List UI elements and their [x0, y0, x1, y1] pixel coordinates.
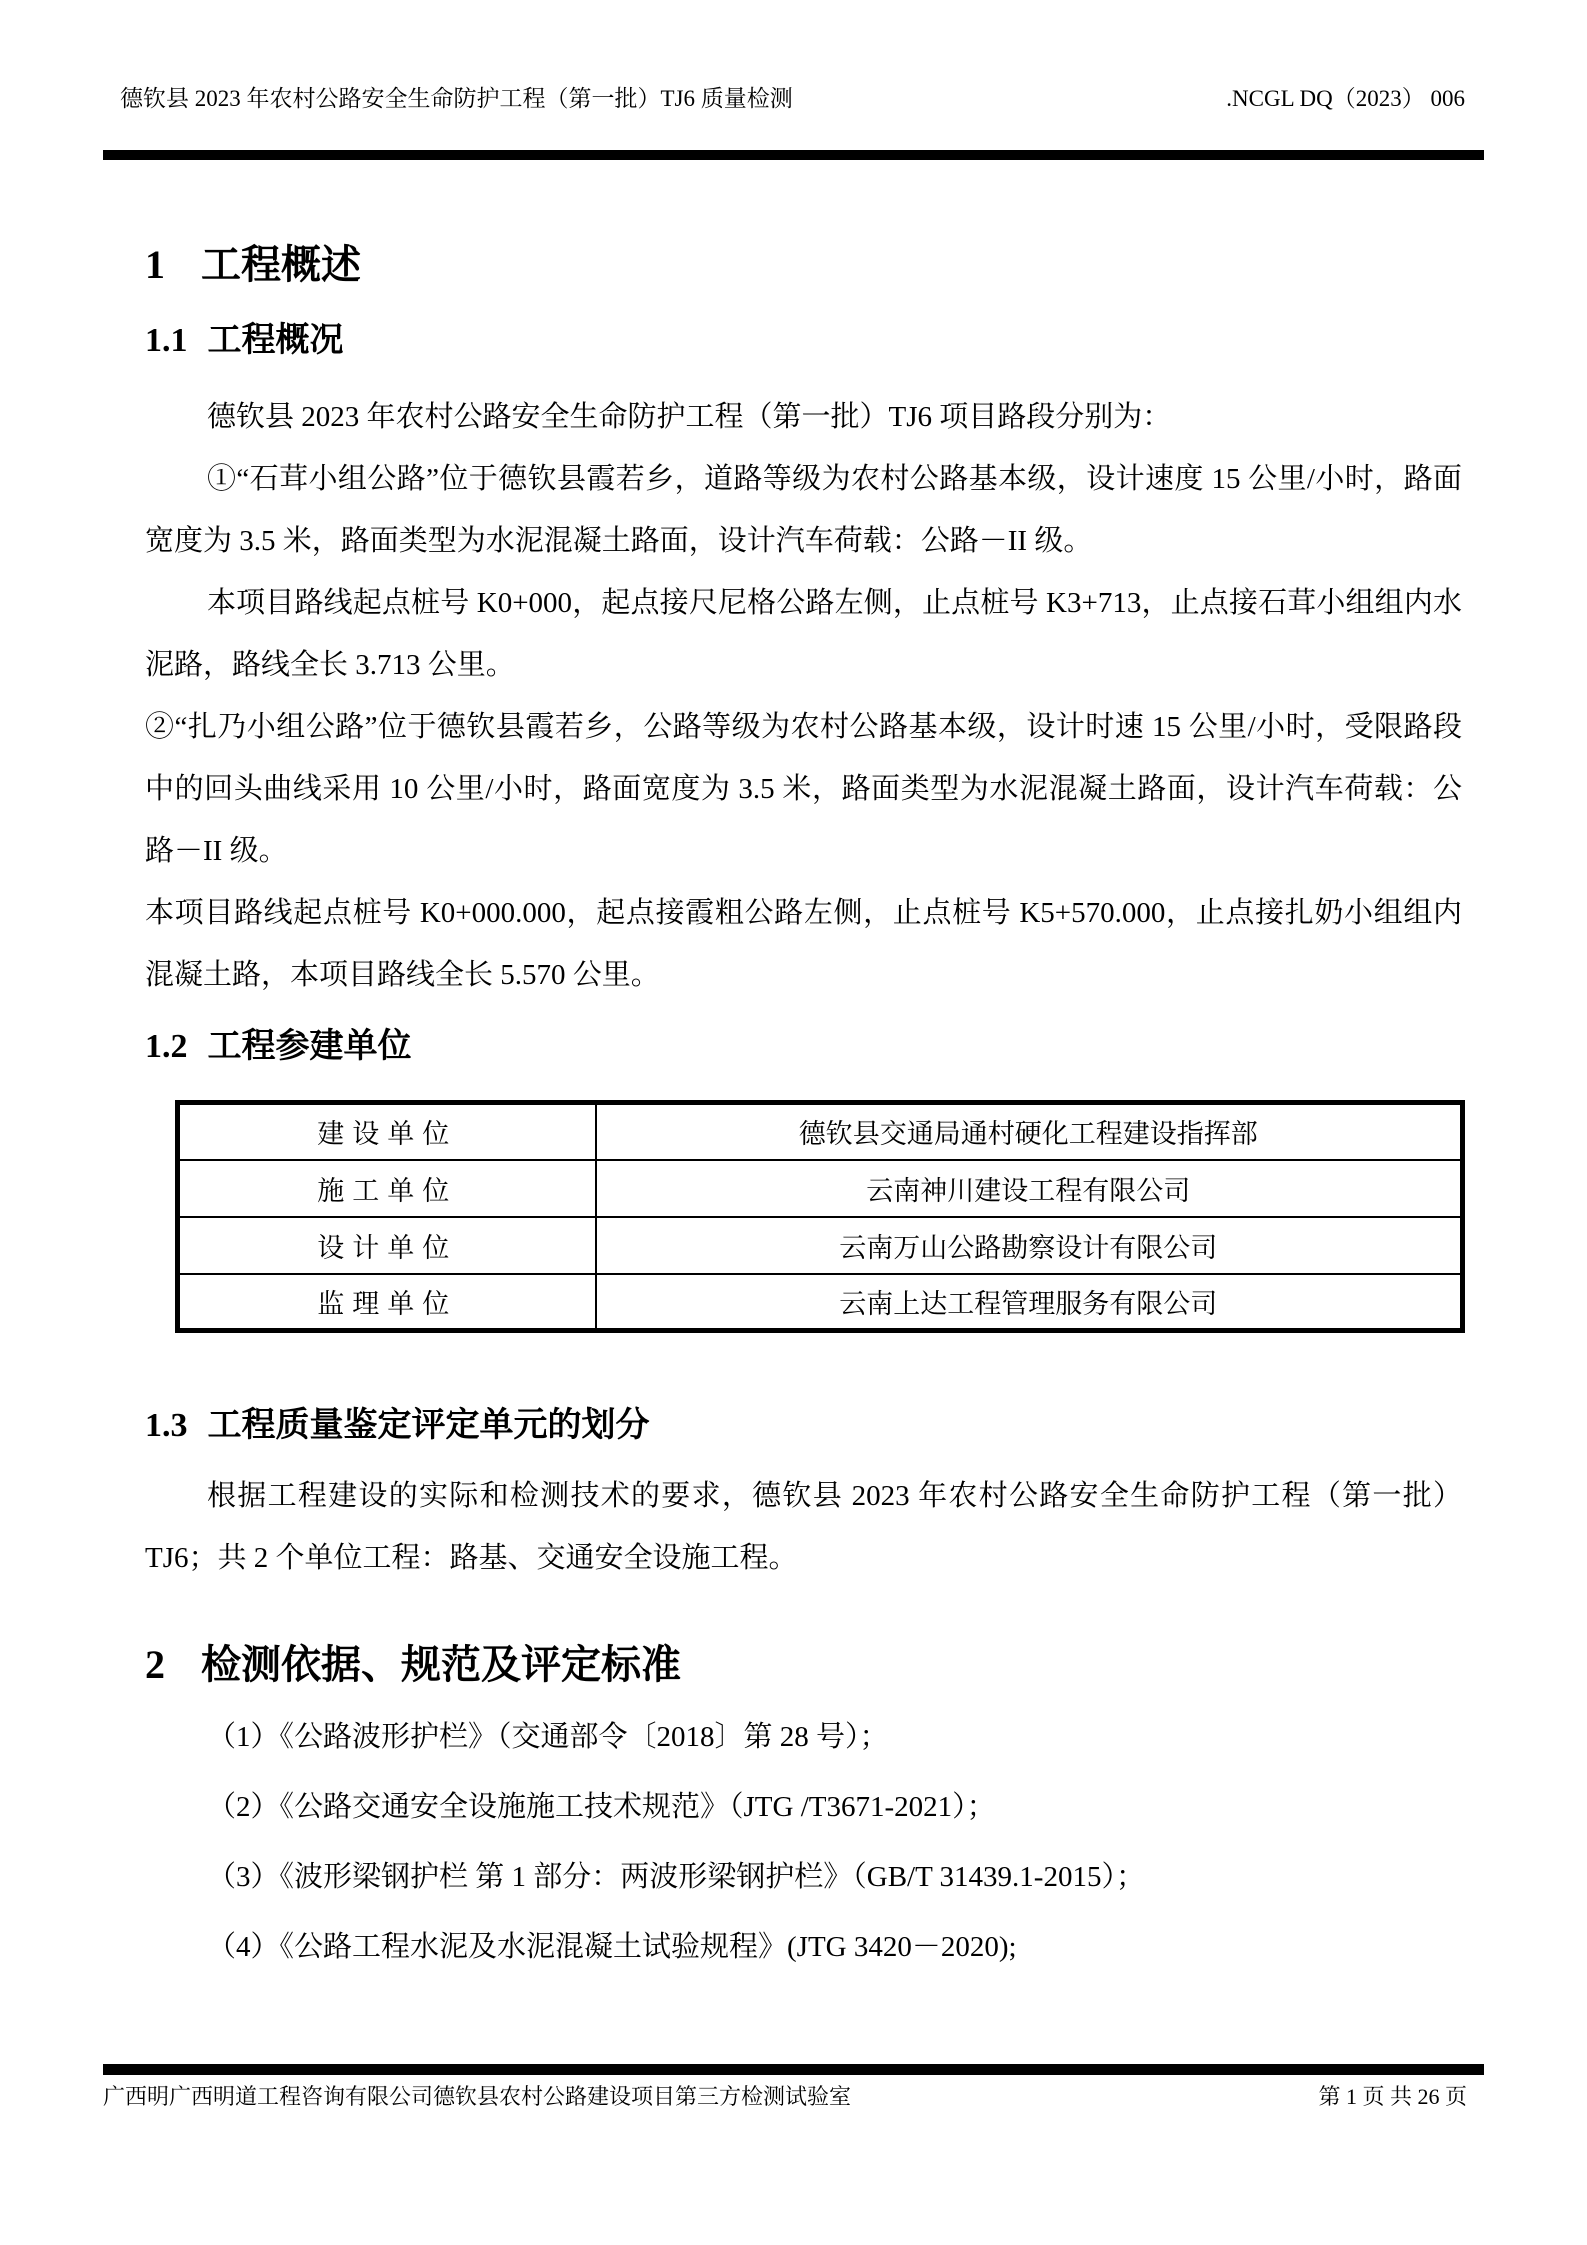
table-row	[178, 1103, 1463, 1160]
heading-1-3-title: 工程质量鉴定评定单元的划分	[207, 1407, 650, 1444]
heading-1-1-title: 工程概况	[207, 322, 344, 359]
heading-1-2-number: 1.2	[145, 1028, 188, 1065]
list-item: （4）《公路工程水泥及水泥混凝土试验规程》(JTG 3420－2020);	[207, 1931, 1017, 1963]
footer-organization: 广西明广西明道工程咨询有限公司德钦县农村公路建设项目第三方检测试验室	[103, 2084, 852, 2109]
header-doc-number: .NCGL DQ（2023） 006	[1226, 86, 1465, 111]
division-section	[145, 1465, 1462, 1589]
heading-1-1	[145, 318, 1462, 364]
heading-2-number: 2	[145, 1642, 165, 1687]
table-cell-value: 云南神川建设工程有限公司	[596, 1160, 1463, 1217]
participants-table	[175, 1100, 1465, 1333]
page-footer	[103, 2082, 1467, 2112]
paragraph: ②“扎乃小组公路”位于德钦县霞若乡，公路等级为农村公路基本级，设计时速 15 公里/小时，受限路段中的回头曲线采用 10 公里/小时，路面宽度为 3.5 米，路面类型为水泥混凝土路面，设计汽车荷载：公路－II 级。	[145, 711, 1462, 867]
paragraph: 本项目路线起点桩号 K0+000，起点接尺尼格公路左侧，止点桩号 K3+713，止点接石茸小组组内水泥路，路线全长 3.713 公里。	[145, 587, 1462, 681]
heading-1-number: 1	[145, 242, 165, 287]
header-title: 德钦县 2023 年农村公路安全生命防护工程（第一批）TJ6 质量检测	[120, 86, 793, 111]
list-item: （1）《公路波形护栏》（交通部令〔2018〕第 28 号）；	[207, 1721, 889, 1753]
list-item: （2）《公路交通安全设施施工技术规范》（JTG /T3671-2021）；	[207, 1791, 996, 1823]
heading-1-3	[145, 1403, 1462, 1449]
heading-1-1-number: 1.1	[145, 322, 188, 359]
header-rule	[103, 150, 1484, 160]
paragraph: 本项目路线起点桩号 K0+000.000，起点接霞粗公路左侧，止点桩号 K5+570.000，止点接扎奶小组组内混凝土路，本项目路线全长 5.570 公里。	[145, 897, 1462, 991]
heading-2-title: 检测依据、规范及评定标准	[201, 1642, 681, 1687]
paragraph: 德钦县 2023 年农村公路安全生命防护工程（第一批）TJ6 项目路段分别为：	[207, 401, 1172, 433]
heading-1-3-number: 1.3	[145, 1407, 188, 1444]
heading-1-title: 工程概述	[201, 242, 361, 287]
table-row	[178, 1274, 1463, 1331]
paragraph: 根据工程建设的实际和检测技术的要求，德钦县 2023 年农村公路安全生命防护工程（第一批）TJ6；共 2 个单位工程：路基、交通安全设施工程。	[145, 1480, 1462, 1574]
document-body	[145, 163, 1462, 1982]
heading-2	[145, 1639, 1462, 1691]
table-cell-label: 建设单位	[178, 1103, 596, 1160]
table-cell-label: 施工单位	[178, 1160, 596, 1217]
page-header	[120, 84, 1465, 114]
footer-page-number: 第 1 页 共 26 页	[1318, 2084, 1467, 2109]
table-cell-label: 设计单位	[178, 1217, 596, 1274]
heading-1-2-title: 工程参建单位	[207, 1028, 412, 1065]
paragraph: ①“石茸小组公路”位于德钦县霞若乡，道路等级为农村公路基本级，设计速度 15 公里/小时，路面宽度为 3.5 米，路面类型为水泥混凝土路面，设计汽车荷载：公路－II 级。	[145, 463, 1462, 557]
table-cell-label: 监理单位	[178, 1274, 596, 1331]
table-cell-value: 德钦县交通局通村硬化工程建设指挥部	[596, 1103, 1463, 1160]
table-row	[178, 1217, 1463, 1274]
project-overview-paragraphs	[145, 386, 1462, 1006]
footer-rule	[103, 2064, 1484, 2075]
list-item: （3）《波形梁钢护栏 第 1 部分：两波形梁钢护栏》（GB/T 31439.1-2015）；	[207, 1861, 1145, 1893]
table-cell-value: 云南上达工程管理服务有限公司	[596, 1274, 1463, 1331]
heading-1-2	[145, 1024, 1462, 1070]
heading-1	[145, 239, 1462, 291]
table-cell-value: 云南万山公路勘察设计有限公司	[596, 1217, 1463, 1274]
table-row	[178, 1160, 1463, 1217]
standards-list	[145, 1702, 1462, 1982]
